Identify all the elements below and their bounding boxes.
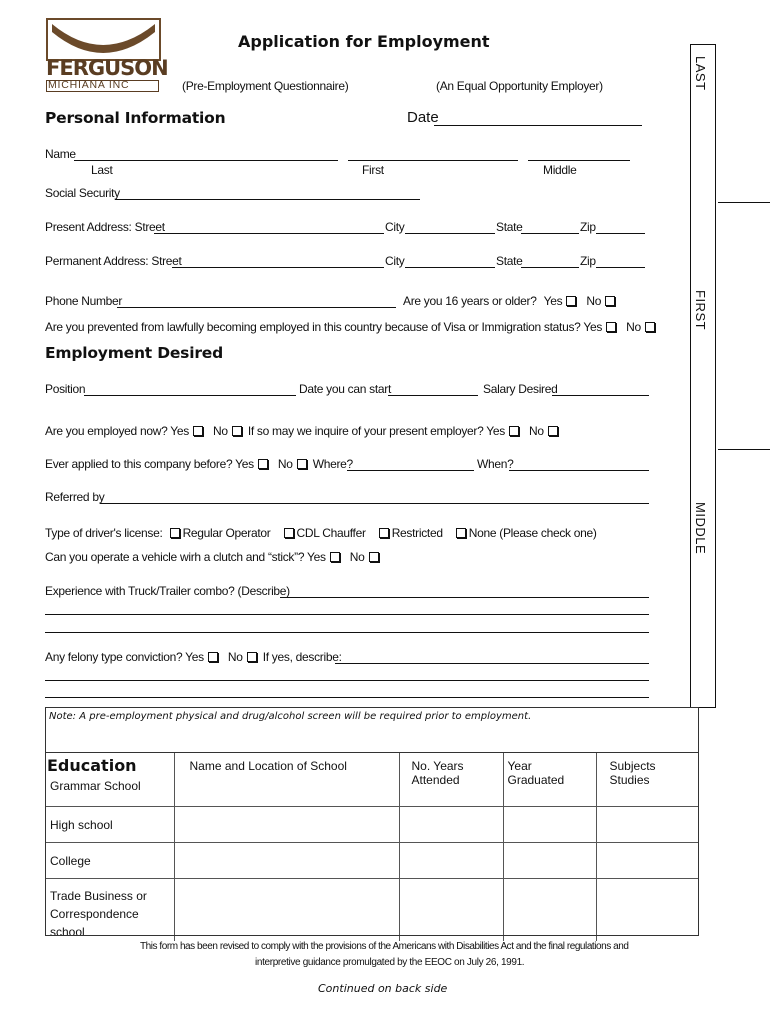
- felony-field-1[interactable]: [335, 663, 649, 664]
- truck-field-1[interactable]: [280, 597, 649, 598]
- inquire-question: If so may we inquire of your present employer?: [247, 424, 484, 438]
- employed-question: Are you employed now?: [45, 424, 168, 438]
- license-label: Type of driver's license:: [45, 526, 163, 540]
- last-sublabel: Last: [91, 163, 113, 177]
- high-school-subjects-cell[interactable]: [596, 806, 699, 842]
- present-street-field[interactable]: [154, 233, 384, 234]
- trade-graduated-cell[interactable]: [503, 878, 596, 941]
- first-sublabel: First: [362, 163, 384, 177]
- inquire-no-checkbox[interactable]: [548, 426, 558, 436]
- permanent-zip-field[interactable]: [596, 267, 645, 268]
- referred-field[interactable]: [100, 503, 649, 504]
- visa-question: Are you prevented from lawfully becoming employed in this country because of Visa or Immigration status?: [45, 320, 581, 334]
- name-label: Name: [45, 147, 76, 161]
- license-restricted-checkbox[interactable]: [379, 528, 389, 538]
- clutch-yes-checkbox[interactable]: [330, 552, 340, 562]
- present-city-field[interactable]: [405, 233, 495, 234]
- note-text: Note: A pre-employment physical and drug/alcohol screen will be required prior to employment.: [49, 711, 532, 722]
- where-field[interactable]: [347, 470, 474, 471]
- permanent-state-label: State: [496, 254, 523, 268]
- education-row-high-school: High school: [45, 806, 699, 842]
- position-field[interactable]: [84, 395, 296, 396]
- sidebar-label-first: FIRST: [693, 290, 708, 331]
- college-name-cell[interactable]: [174, 842, 399, 878]
- section-heading-personal: Personal Information: [45, 109, 226, 127]
- truck-question: Experience with Truck/Trailer combo? (Describe): [45, 584, 290, 598]
- education-header-row: [45, 752, 699, 806]
- date-field[interactable]: [434, 125, 642, 126]
- clutch-question: Can you operate a vehicle wirh a clutch and “stick”?: [45, 550, 305, 564]
- present-city-label: City: [385, 220, 405, 234]
- high-school-name-cell[interactable]: [174, 806, 399, 842]
- employed-no-checkbox[interactable]: [232, 426, 242, 436]
- last-name-field[interactable]: [74, 160, 338, 161]
- section-heading-employment: Employment Desired: [45, 344, 223, 362]
- license-cdl-checkbox[interactable]: [284, 528, 294, 538]
- permanent-city-label: City: [385, 254, 405, 268]
- permanent-zip-label: Zip: [580, 254, 596, 268]
- footer-disclaimer-2: interpretive guidance promulgated by the EEOC on July 26, 1991.: [255, 957, 525, 968]
- education-row-college: College: [45, 842, 699, 878]
- license-row: Type of driver's license: Regular Operator CDL Chauffer Restricted None (Please check one): [45, 526, 597, 540]
- ssn-label: Social Security: [45, 186, 120, 200]
- footer-disclaimer-1: This form has been revised to comply with the provisions of the Americans with Disabilities Act and the final regulations and: [140, 941, 629, 952]
- felony-question: Any felony type conviction?: [45, 650, 183, 664]
- college-graduated-cell[interactable]: [503, 842, 596, 878]
- sidebar-label-middle: MIDDLE: [693, 502, 708, 555]
- present-state-field[interactable]: [521, 233, 579, 234]
- salary-field[interactable]: [552, 395, 649, 396]
- felony-question-row: Any felony type conviction? Yes No If yes, describe:: [45, 650, 342, 664]
- inquire-yes-checkbox[interactable]: [509, 426, 519, 436]
- where-label: Where?: [312, 457, 353, 471]
- high-school-graduated-cell[interactable]: [503, 806, 596, 842]
- first-name-field[interactable]: [348, 160, 518, 161]
- license-regular-checkbox[interactable]: [170, 528, 180, 538]
- age-no-checkbox[interactable]: [605, 296, 615, 306]
- clutch-question-row: Can you operate a vehicle wirh a clutch and “stick”? Yes No: [45, 550, 382, 564]
- permanent-city-field[interactable]: [405, 267, 495, 268]
- middle-name-field[interactable]: [528, 160, 630, 161]
- truck-field-3[interactable]: [45, 632, 649, 633]
- permanent-address-label: Permanent Address: Street: [45, 254, 182, 268]
- visa-yes-checkbox[interactable]: [606, 322, 616, 332]
- when-label: When?: [477, 457, 514, 471]
- form-subtitle-left: (Pre-Employment Questionnaire): [182, 79, 349, 93]
- start-date-label: Date you can start: [299, 382, 391, 396]
- form-subtitle-right: (An Equal Opportunity Employer): [436, 79, 603, 93]
- age-yes-checkbox[interactable]: [566, 296, 576, 306]
- applied-question: Ever applied to this company before?: [45, 457, 233, 471]
- middle-sublabel: Middle: [543, 163, 577, 177]
- trade-subjects-cell[interactable]: [596, 878, 699, 941]
- education-row-trade: Trade Business or Correspondence school: [45, 878, 699, 941]
- present-state-label: State: [496, 220, 523, 234]
- sidebar-divider-2: [718, 449, 770, 450]
- permanent-street-field[interactable]: [172, 267, 384, 268]
- applied-question-row: Ever applied to this company before? Yes No Where?: [45, 457, 353, 471]
- salary-label: Salary Desired: [483, 382, 558, 396]
- college-years-cell[interactable]: [399, 842, 503, 878]
- education-row-label-grammar: Grammar School: [50, 779, 141, 793]
- employed-yes-checkbox[interactable]: [193, 426, 203, 436]
- felony-no-checkbox[interactable]: [247, 652, 257, 662]
- education-col-subjects: Subjects Studies: [609, 759, 656, 787]
- referred-label: Referred by: [45, 490, 105, 504]
- truck-field-2[interactable]: [45, 614, 649, 615]
- license-none-checkbox[interactable]: [456, 528, 466, 538]
- felony-describe-label: If yes, describe:: [262, 650, 342, 664]
- form-title: Application for Employment: [238, 32, 490, 51]
- high-school-years-cell[interactable]: [399, 806, 503, 842]
- permanent-state-field[interactable]: [521, 267, 579, 268]
- logo-subtitle: MICHIANA INC: [48, 79, 130, 91]
- phone-field[interactable]: [117, 307, 396, 308]
- present-zip-field[interactable]: [596, 233, 645, 234]
- when-field[interactable]: [509, 470, 649, 471]
- education-table: [45, 752, 699, 941]
- age-question-row: Are you 16 years or older? Yes No: [403, 294, 618, 308]
- sidebar-divider-1: [718, 202, 770, 203]
- phone-label: Phone Number: [45, 294, 123, 308]
- employed-question-row: Are you employed now? Yes No If so may we inquire of your present employer? Yes No: [45, 424, 561, 438]
- visa-question-row: Are you prevented from lawfully becoming employed in this country because of Visa or Immigration status? Yes No: [45, 320, 658, 334]
- present-zip-label: Zip: [580, 220, 596, 234]
- education-col-school: Name and Location of School: [189, 759, 347, 773]
- applied-yes-checkbox[interactable]: [258, 459, 268, 469]
- education-col-graduated: Year Graduated: [507, 759, 565, 787]
- felony-field-3[interactable]: [45, 697, 649, 698]
- applied-no-checkbox[interactable]: [297, 459, 307, 469]
- date-label: Date: [407, 109, 439, 126]
- age-question: Are you 16 years or older?: [403, 294, 537, 308]
- felony-yes-checkbox[interactable]: [208, 652, 218, 662]
- present-address-label: Present Address: Street: [45, 220, 165, 234]
- college-subjects-cell[interactable]: [596, 842, 699, 878]
- trade-years-cell[interactable]: [399, 878, 503, 941]
- visa-no-checkbox[interactable]: [645, 322, 655, 332]
- ssn-field[interactable]: [115, 199, 420, 200]
- start-date-field[interactable]: [388, 395, 478, 396]
- logo-company-name: FERGUSON: [46, 56, 168, 80]
- trade-name-cell[interactable]: [174, 878, 399, 941]
- education-col-years: No. Years Attended: [411, 759, 464, 787]
- name-sidebar: [690, 44, 716, 708]
- education-heading: Education: [47, 756, 137, 775]
- felony-field-2[interactable]: [45, 680, 649, 681]
- company-logo: [46, 18, 168, 94]
- clutch-no-checkbox[interactable]: [369, 552, 379, 562]
- position-label: Position: [45, 382, 86, 396]
- sidebar-label-last: LAST: [693, 56, 708, 91]
- continued-note: Continued on back side: [318, 982, 448, 995]
